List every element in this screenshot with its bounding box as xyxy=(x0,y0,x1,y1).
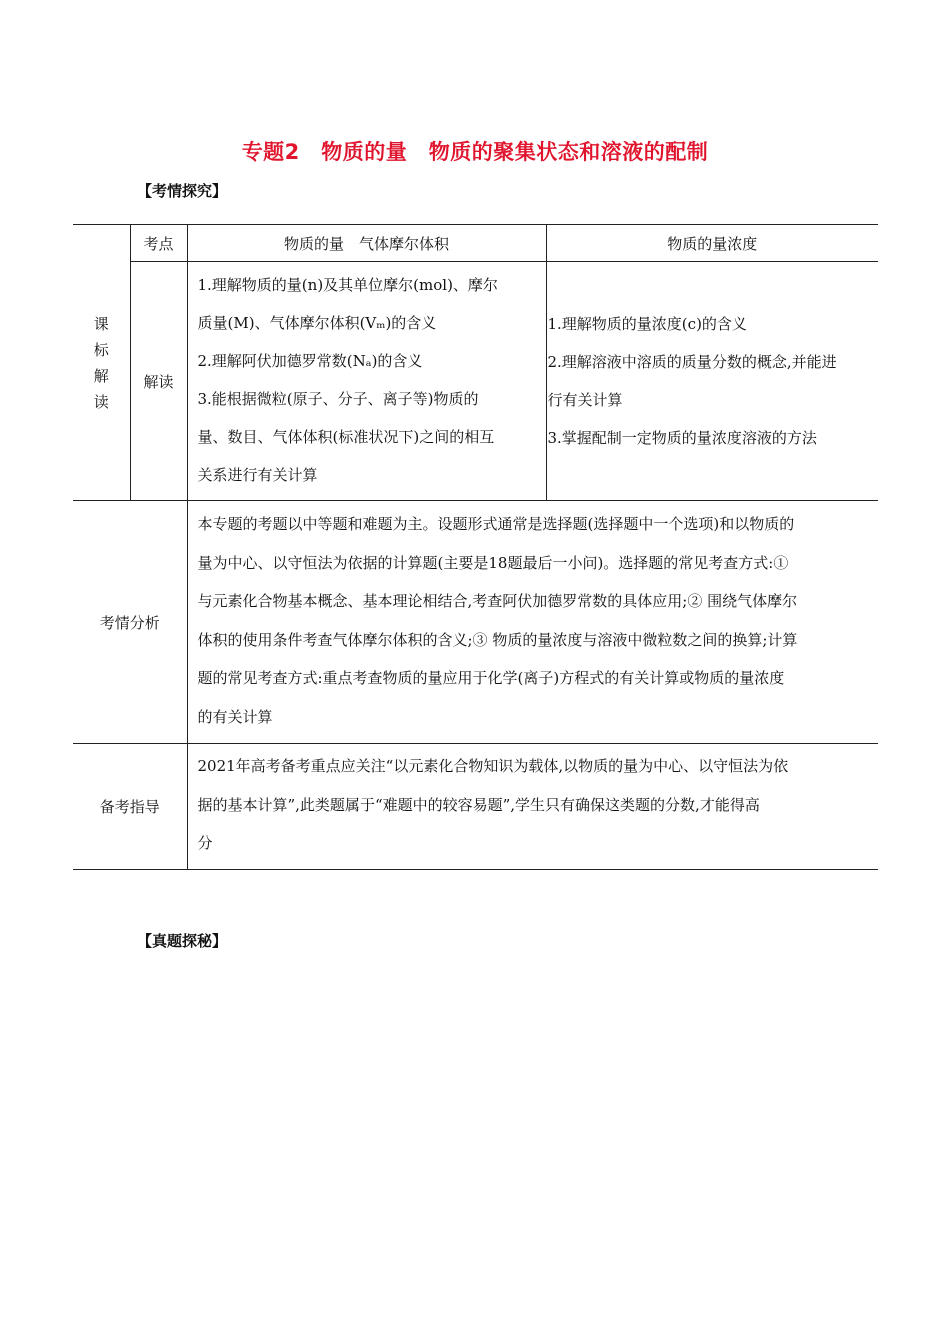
row-label-guidance: 备考指导 xyxy=(73,744,187,870)
page-title: 专题2 物质的量 物质的聚集状态和溶液的配制 xyxy=(241,140,709,164)
table-row-guidance xyxy=(73,744,878,870)
row-label-analysis: 考情分析 xyxy=(73,501,187,744)
table-row-curriculum xyxy=(73,262,878,501)
topic1-requirements: 1.理解物质的量(n)及其单位摩尔(mol)、摩尔 质量(M)、气体摩尔体积(Vₘ)的含义 2.理解阿伏加德罗常数(Nₐ)的含义 3.能根据微粒(原子、分子、离子等)物质的 量、数目、气体体积(标准状况下)之间的相互 关系进行有关计算 xyxy=(187,262,546,501)
header-topic-amount-of-substance: 物质的量 气体摩尔体积 xyxy=(187,225,546,262)
guidance-text: 2021年高考备考重点应关注“以元素化合物知识为载体,以物质的量为中心、以守恒法为依 据的基本计算”,此类题属于“难题中的较容易题”,学生只有确保这类题的分数,才能得高 分 xyxy=(187,744,878,870)
header-topic-concentration: 物质的量浓度 xyxy=(546,225,878,262)
exam-analysis-table xyxy=(73,224,878,870)
table-header-row xyxy=(73,225,878,262)
analysis-text: 本专题的考题以中等题和难题为主。设题形式通常是选择题(选择题中一个选项)和以物质的 量为中心、以守恒法为依据的计算题(主要是18题最后一小问)。选择题的常见考查方式:① 与元素化合物基本概念、基本理论相结合,考查阿伏加德罗常数的具体应用;② 围绕气体摩尔 体积的使用条件考查气体摩尔体积的含义;③ 物质的量浓度与溶液中微粒数之间的换算;计算 题的常见考查方式:重点考查物质的量应用于化学(离子)方程式的有关计算或物质的量浓度 的有关计算 xyxy=(187,501,878,744)
section-heading-exam-analysis: 【考情探究】 xyxy=(137,182,228,200)
header-kaodian: 考点 xyxy=(130,225,187,262)
section-heading-real-questions: 【真题探秘】 xyxy=(137,932,228,950)
topic2-requirements: 1.理解物质的量浓度(c)的含义 2.理解溶液中溶质的质量分数的概念,并能进 行有关计算 3.掌握配制一定物质的量浓度溶液的方法 xyxy=(546,262,878,501)
row-sublabel-interpretation: 解读 xyxy=(130,262,187,501)
row-label-curriculum: 课 标 解 读 xyxy=(73,225,130,501)
table-row-analysis xyxy=(73,501,878,744)
